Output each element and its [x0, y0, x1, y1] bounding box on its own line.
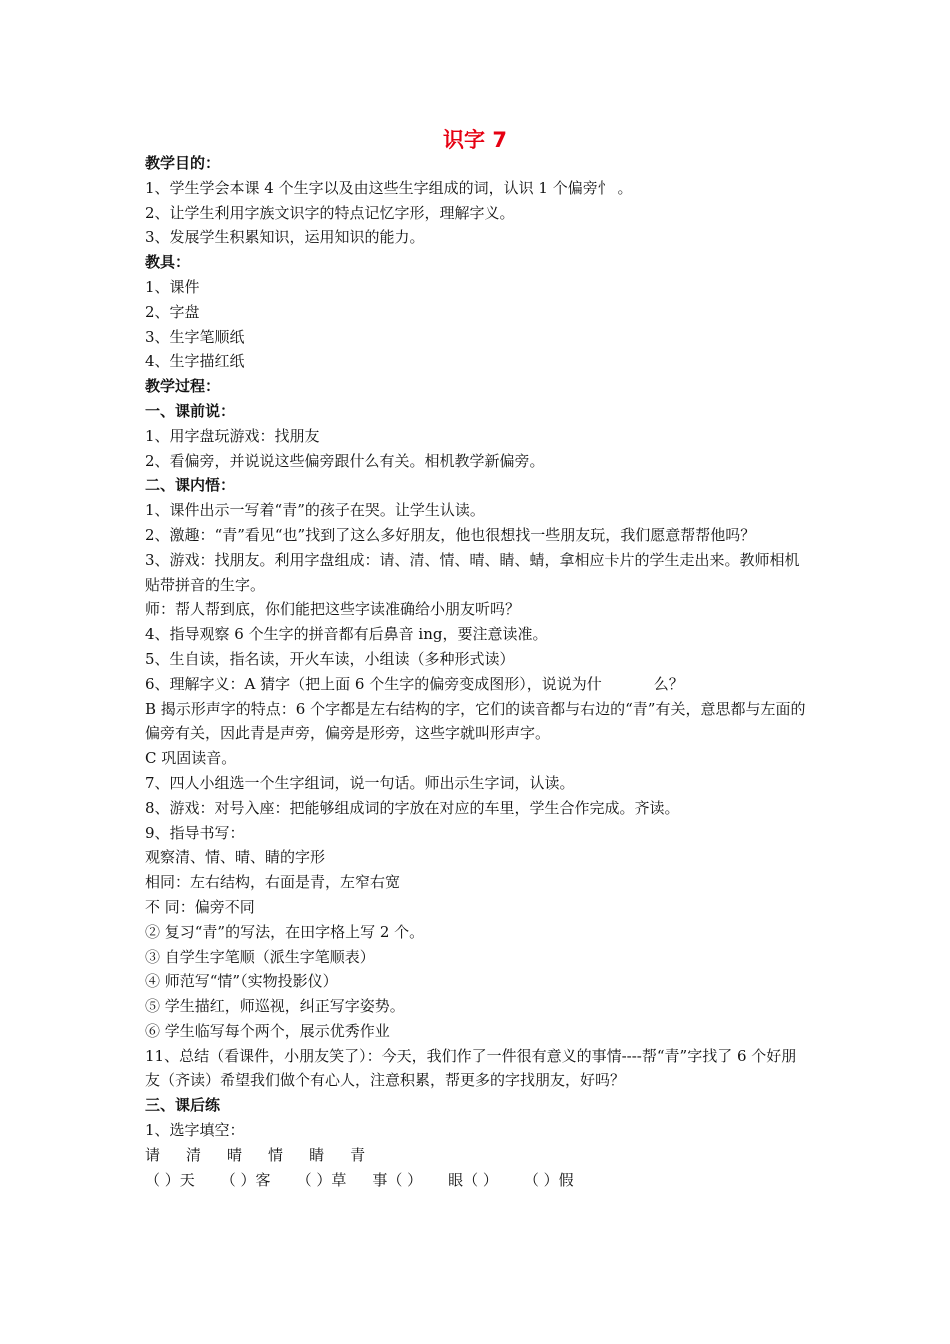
part2-heading: 二、课内悟： — [145, 476, 236, 495]
char-option: 情 — [268, 1145, 284, 1164]
fill-blank: 事（ ） — [372, 1170, 423, 1189]
fill-blank: （ ）天 — [145, 1170, 195, 1189]
part2-item: ⑤ 学生描红，师巡视，纠正写字姿势。 — [145, 997, 405, 1016]
tool-item: 3、生字笔顺纸 — [145, 327, 245, 346]
tool-item: 1、课件 — [145, 277, 200, 296]
process-heading: 教学过程： — [145, 377, 221, 396]
part1-item: 1、用字盘玩游戏：找朋友 — [145, 426, 320, 445]
char-option: 青 — [350, 1145, 366, 1164]
part1-item: 2、看偏旁，并说说这些偏旁跟什么有关。相机教学新偏旁。 — [145, 451, 545, 470]
part2-item: ④ 师范写“情”（实物投影仪） — [145, 972, 338, 991]
char-option: 睛 — [309, 1145, 325, 1164]
fill-blanks-row — [145, 1168, 810, 1193]
fill-blank: 眼（ ） — [448, 1170, 498, 1189]
tool-item: 4、生字描红纸 — [145, 352, 245, 371]
part2-item-6 — [145, 672, 810, 697]
goal-item: 3、发展学生积累知识，运用知识的能力。 — [145, 228, 425, 247]
goal-item: 1、学生学会本课 4 个生字以及由这些生字组成的词，认识 1 个偏旁忄 。 — [145, 178, 633, 197]
part2-item: 3、游戏：找朋友。利用字盘组成：请、清、情、晴、睛、蜻，拿相应卡片的学生走出来。教师相机贴带拼音的生字。 — [145, 550, 800, 594]
part2-item: 不 同：偏旁不同 — [145, 897, 255, 916]
item6-text-b: 么？ — [653, 674, 684, 693]
part2-item: ③ 自学生字笔顺（派生字笔顺表） — [145, 947, 375, 966]
item6-text-a: 6、理解字义：A 猜字（把上面 6 个生字的偏旁变成图形），说说为什 — [145, 674, 602, 693]
char-options-row — [145, 1143, 810, 1168]
fill-blank: （ ）客 — [220, 1170, 271, 1189]
part2-item: 师：帮人帮到底，你们能把这些字读准确给小朋友听吗？ — [145, 600, 521, 619]
fill-blank: （ ）假 — [523, 1170, 574, 1189]
document-body — [145, 151, 810, 1192]
part2-item: ② 复习“青”的写法，在田字格上写 2 个。 — [145, 922, 425, 941]
part2-item: 5、生自读，指名读，开火车读，小组读（多种形式读） — [145, 649, 515, 668]
char-option: 清 — [186, 1145, 202, 1164]
part2-item: ⑥ 学生临写每个两个，展示优秀作业 — [145, 1021, 390, 1040]
part3-heading: 三、课后练 — [145, 1096, 221, 1115]
part2-item: 7、四人小组选一个生字组词，说一句话。师出示生字词，认读。 — [145, 773, 575, 792]
part2-item: 观察清、情、晴、睛的字形 — [145, 848, 326, 867]
part1-heading: 一、课前说： — [145, 401, 236, 420]
char-option: 晴 — [227, 1145, 243, 1164]
part2-item: 相同：左右结构，右面是青，左窄右宽 — [145, 873, 401, 892]
fill-blank: （ ）草 — [296, 1170, 347, 1189]
goal-item: 2、让学生利用字族文识字的特点记忆字形，理解字义。 — [145, 203, 515, 222]
part2-item: 2、激趣：“青”看见“也”找到了这么多好朋友，他也很想找一些朋友玩，我们愿意帮帮他吗？ — [145, 525, 756, 544]
part2-item: 8、游戏：对号入座：把能够组成词的字放在对应的车里，学生合作完成。齐读。 — [145, 798, 680, 817]
part2-item: 1、课件出示一写着“青”的孩子在哭。让学生认读。 — [145, 501, 485, 520]
goal-heading: 教学目的： — [145, 154, 221, 172]
char-option: 请 — [145, 1145, 161, 1164]
part2-item: B 揭示形声字的特点：6 个字都是左右结构的字，它们的读音都与右边的“青”有关，意思都与左面的偏旁有关，因此青是声旁，偏旁是形旁，这些字就叫形声字。 — [145, 699, 806, 743]
tools-heading: 教具： — [145, 253, 191, 272]
part2-item: C 巩固读音。 — [145, 749, 237, 768]
part2-item: 4、指导观察 6 个生字的拼音都有后鼻音 ing，要注意读准。 — [145, 625, 548, 644]
page-title: 识字 7 — [443, 128, 507, 152]
part2-item: 9、指导书写： — [145, 823, 245, 842]
part3-item: 1、选字填空： — [145, 1121, 245, 1140]
tool-item: 2、字盘 — [145, 302, 200, 321]
part2-item: 11、总结（看课件，小朋友笑了）：今天，我们作了一件很有意义的事情----帮“青”字找了 6 个好朋友（齐读）希望我们做个有心人，注意积累，帮更多的字找朋友，好吗？ — [145, 1046, 797, 1090]
